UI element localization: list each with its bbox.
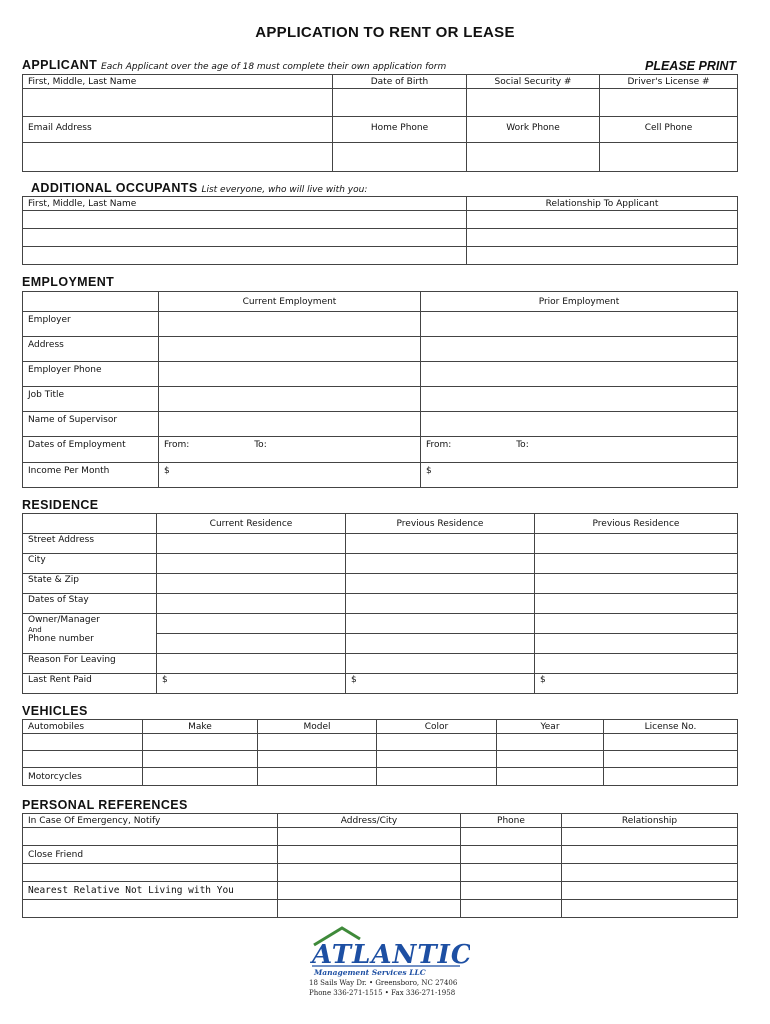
prior-phone-field[interactable] [421, 362, 738, 387]
employment-corner [23, 292, 159, 312]
reference-field[interactable] [23, 828, 278, 846]
current-phone-field[interactable] [159, 362, 421, 387]
residence-field[interactable] [157, 534, 346, 554]
current-supervisor-field[interactable] [159, 412, 421, 437]
last-rent-label: Last Rent Paid [23, 674, 157, 694]
current-income-field[interactable] [159, 463, 421, 488]
home-phone-field[interactable] [333, 143, 467, 172]
model-header: Model [258, 720, 377, 734]
from-label: From: [426, 440, 452, 450]
vehicle-field[interactable] [258, 751, 377, 768]
currency-symbol: $ [351, 675, 357, 685]
reference-field[interactable] [562, 846, 738, 864]
residence-field[interactable] [346, 534, 535, 554]
vehicle-field[interactable] [604, 751, 738, 768]
work-phone-label: Work Phone [467, 117, 600, 143]
residence-field[interactable] [346, 554, 535, 574]
dob-field[interactable] [333, 89, 467, 117]
current-job-title-field[interactable] [159, 387, 421, 412]
vehicle-field[interactable] [377, 734, 497, 751]
vehicle-field[interactable] [143, 751, 258, 768]
residence-heading: RESIDENCE [22, 498, 99, 512]
residence-field[interactable] [535, 634, 738, 654]
residence-field[interactable] [157, 634, 346, 654]
phone-header: Phone [461, 814, 562, 828]
vehicle-field[interactable] [377, 751, 497, 768]
vehicle-field[interactable] [23, 751, 143, 768]
vehicle-field[interactable] [258, 734, 377, 751]
currency-symbol: $ [162, 675, 168, 685]
logo-name: ATLANTIC [312, 940, 470, 970]
state-zip-label: State & Zip [23, 574, 157, 594]
residence-field[interactable] [157, 574, 346, 594]
reference-field[interactable] [461, 828, 562, 846]
vehicle-field[interactable] [497, 751, 604, 768]
make-header: Make [143, 720, 258, 734]
residence-field[interactable] [157, 654, 346, 674]
prior-employment-header: Prior Employment [421, 292, 738, 312]
reference-field[interactable] [278, 900, 461, 918]
currency-symbol: $ [164, 466, 170, 476]
dob-header: Date of Birth [333, 75, 467, 89]
prior-supervisor-field[interactable] [421, 412, 738, 437]
to-label: To: [254, 440, 267, 450]
residence-field[interactable] [535, 614, 738, 634]
reference-field[interactable] [23, 864, 278, 882]
vehicles-table [22, 719, 738, 786]
year-header: Year [497, 720, 604, 734]
reference-field[interactable] [562, 900, 738, 918]
motorcycles-label: Motorcycles [23, 768, 143, 786]
residence-field[interactable] [535, 654, 738, 674]
email-label: Email Address [23, 117, 333, 143]
company-logo [300, 925, 470, 981]
owner-manager-label: Owner/Manager [28, 615, 100, 625]
automobiles-header: Automobiles [23, 720, 143, 734]
current-address-field[interactable] [159, 337, 421, 362]
cell-phone-field[interactable] [600, 143, 738, 172]
city-label: City [23, 554, 157, 574]
vehicle-field[interactable] [604, 734, 738, 751]
reference-field[interactable] [562, 882, 738, 900]
emergency-header: In Case Of Emergency, Notify [23, 814, 278, 828]
relationship-header: Relationship To Applicant [467, 197, 738, 211]
dates-of-stay-label: Dates of Stay [23, 594, 157, 614]
reference-field[interactable] [461, 900, 562, 918]
occupant-relationship-field[interactable] [467, 211, 738, 229]
residence-field[interactable] [346, 634, 535, 654]
residence-field[interactable] [535, 554, 738, 574]
current-employment-header: Current Employment [159, 292, 421, 312]
rent-field[interactable] [535, 674, 738, 694]
company-phone: Phone 336-271-1515 • Fax 336-271-1958 [309, 989, 456, 997]
currency-symbol: $ [426, 466, 432, 476]
prior-employer-field[interactable] [421, 312, 738, 337]
page-title: APPLICATION TO RENT OR LEASE [255, 24, 515, 41]
rent-field[interactable] [346, 674, 535, 694]
relationship-header: Relationship [562, 814, 738, 828]
prior-job-title-field[interactable] [421, 387, 738, 412]
residence-field[interactable] [346, 574, 535, 594]
rent-field[interactable] [157, 674, 346, 694]
current-dates-field[interactable] [159, 437, 421, 463]
residence-field[interactable] [157, 614, 346, 634]
color-header: Color [377, 720, 497, 734]
ssn-header: Social Security # [467, 75, 600, 89]
logo-subtitle: Management Services LLC [314, 968, 426, 977]
occupant-relationship-field[interactable] [467, 229, 738, 247]
to-label: To: [516, 440, 529, 450]
occupant-relationship-field[interactable] [467, 247, 738, 265]
reference-field[interactable] [23, 900, 278, 918]
reference-field[interactable] [562, 864, 738, 882]
references-heading: PERSONAL REFERENCES [22, 798, 188, 812]
reference-field[interactable] [461, 846, 562, 864]
occupants-note: List everyone, who will live with you: [201, 185, 368, 195]
license-field[interactable] [600, 89, 738, 117]
reference-field[interactable] [278, 864, 461, 882]
name-field[interactable] [23, 89, 333, 117]
reference-field[interactable] [278, 846, 461, 864]
occupant-name-field[interactable] [23, 247, 467, 265]
nearest-relative-label: Nearest Relative Not Living with You [23, 882, 278, 900]
reason-leaving-label: Reason For Leaving [23, 654, 157, 674]
references-table [22, 813, 738, 918]
vehicle-field[interactable] [258, 768, 377, 786]
house-roof-icon [300, 925, 470, 977]
job-title-label: Job Title [23, 387, 159, 412]
street-address-label: Street Address [23, 534, 157, 554]
home-phone-label: Home Phone [333, 117, 467, 143]
income-label: Income Per Month [23, 463, 159, 488]
employer-address-label: Address [23, 337, 159, 362]
vehicle-field[interactable] [143, 768, 258, 786]
ssn-field[interactable] [467, 89, 600, 117]
address-city-header: Address/City [278, 814, 461, 828]
current-employer-field[interactable] [159, 312, 421, 337]
name-header: First, Middle, Last Name [23, 75, 333, 89]
applicant-note: Each Applicant over the age of 18 must complete their own application form [101, 62, 447, 72]
vehicles-heading: VEHICLES [22, 704, 88, 718]
vehicle-field[interactable] [377, 768, 497, 786]
occupants-table [22, 196, 738, 265]
prior-dates-field[interactable] [421, 437, 738, 463]
vehicle-field[interactable] [143, 734, 258, 751]
reference-field[interactable] [461, 882, 562, 900]
applicant-table [22, 74, 738, 172]
reference-field[interactable] [461, 864, 562, 882]
residence-field[interactable] [157, 594, 346, 614]
phone-number-label: Phone number [28, 634, 94, 644]
occupants-heading: ADDITIONAL OCCUPANTS List everyone, who will live with you: [31, 181, 368, 195]
email-field[interactable] [23, 143, 333, 172]
employer-label: Employer [23, 312, 159, 337]
license-header: Driver's License # [600, 75, 738, 89]
employment-table [22, 291, 738, 488]
occupant-name-header: First, Middle, Last Name [23, 197, 467, 211]
occupant-name-field[interactable] [23, 211, 467, 229]
license-no-header: License No. [604, 720, 738, 734]
reference-field[interactable] [278, 828, 461, 846]
vehicle-field[interactable] [604, 768, 738, 786]
reference-field[interactable] [562, 828, 738, 846]
prior-income-field[interactable] [421, 463, 738, 488]
vehicle-field[interactable] [497, 734, 604, 751]
from-label: From: [164, 440, 190, 450]
previous-residence-header-2: Previous Residence [535, 514, 738, 534]
residence-field[interactable] [346, 654, 535, 674]
residence-field[interactable] [157, 554, 346, 574]
reference-field[interactable] [278, 882, 461, 900]
vehicle-field[interactable] [497, 768, 604, 786]
dates-employment-label: Dates of Employment [23, 437, 159, 463]
company-address: 18 Sails Way Dr. • Greensboro, NC 27406 [309, 979, 458, 987]
employment-heading: EMPLOYMENT [22, 275, 115, 289]
currency-symbol: $ [540, 675, 546, 685]
residence-table [22, 513, 738, 694]
current-residence-header: Current Residence [157, 514, 346, 534]
please-print-label: PLEASE PRINT [645, 59, 736, 73]
applicant-heading: APPLICANT Each Applicant over the age of 18 must complete their own application form [22, 58, 447, 72]
residence-field[interactable] [535, 594, 738, 614]
vehicle-field[interactable] [23, 734, 143, 751]
owner-manager-cell [23, 614, 157, 654]
cell-phone-label: Cell Phone [600, 117, 738, 143]
residence-field[interactable] [346, 594, 535, 614]
and-label: And [28, 626, 42, 634]
residence-field[interactable] [535, 574, 738, 594]
occupant-name-field[interactable] [23, 229, 467, 247]
previous-residence-header: Previous Residence [346, 514, 535, 534]
prior-address-field[interactable] [421, 337, 738, 362]
residence-field[interactable] [535, 534, 738, 554]
employer-phone-label: Employer Phone [23, 362, 159, 387]
close-friend-label: Close Friend [23, 846, 278, 864]
work-phone-field[interactable] [467, 143, 600, 172]
residence-field[interactable] [346, 614, 535, 634]
residence-corner [23, 514, 157, 534]
company-contact [309, 978, 479, 998]
supervisor-label: Name of Supervisor [23, 412, 159, 437]
